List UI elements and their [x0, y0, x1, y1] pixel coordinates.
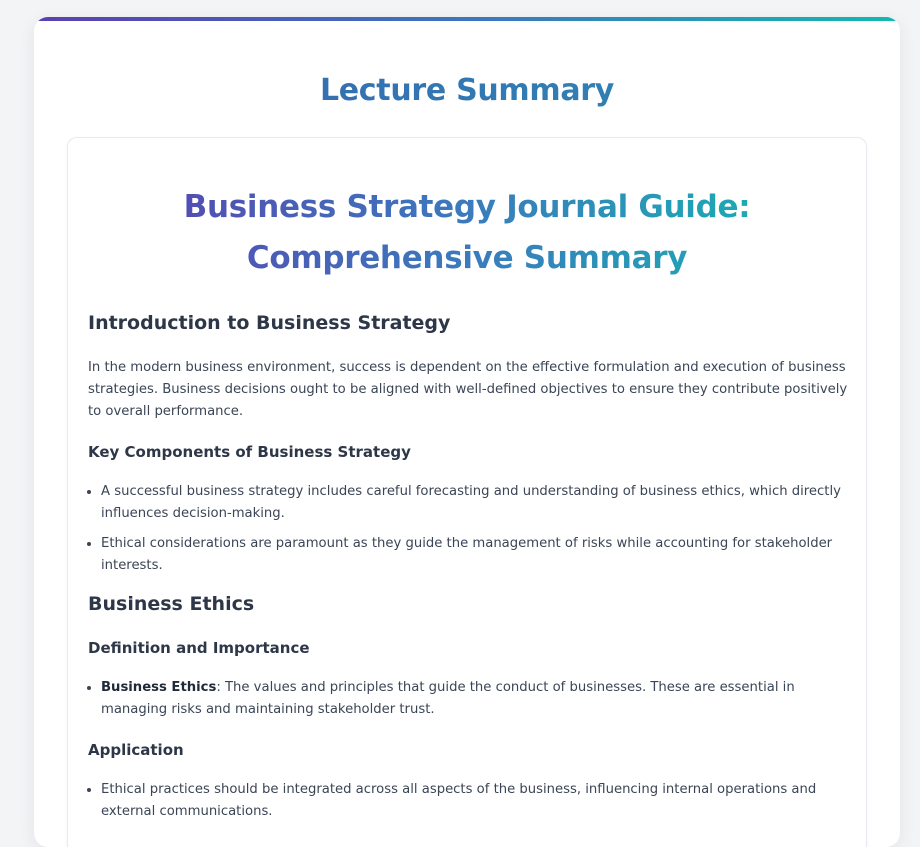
definition-list	[88, 677, 850, 721]
subheading-definition: Definition and Importance	[88, 639, 310, 657]
document-panel	[67, 137, 867, 847]
definition-term: Business Ethics	[101, 680, 217, 695]
document-content	[88, 310, 850, 823]
document-title: Business Strategy Journal Guide: Comprehensive Summary	[88, 182, 846, 284]
section-heading-intro: Introduction to Business Strategy	[88, 312, 451, 334]
list-item: • A successful business strategy includes careful forecasting and understanding of business ethics, which directly influences decision-making.	[101, 481, 850, 525]
key-components-list	[88, 481, 850, 577]
list-item: • Ethical practices should be integrated across all aspects of the business, influencing internal operations and external communications.	[101, 779, 850, 823]
subheading-key-components: Key Components of Business Strategy	[88, 443, 411, 461]
intro-paragraph: In the modern business environment, success is dependent on the effective formulation and execution of business strategies. Business decisions ought to be aligned with well-defined objectives to ensure they contribute positively to overall performance.	[88, 360, 848, 419]
page-title: Lecture Summary	[34, 71, 900, 111]
subheading-application: Application	[88, 741, 184, 759]
summary-card	[34, 17, 900, 847]
definition-text: : The values and principles that guide the conduct of businesses. These are essential in managing risks and maintaining stakeholder trust.	[101, 680, 795, 717]
section-heading-ethics: Business Ethics	[88, 593, 255, 615]
application-list	[88, 779, 850, 823]
list-item	[101, 677, 850, 721]
list-item: • Ethical considerations are paramount as they guide the management of risks while accounting for stakeholder interests.	[101, 533, 850, 577]
accent-bar	[34, 17, 900, 21]
